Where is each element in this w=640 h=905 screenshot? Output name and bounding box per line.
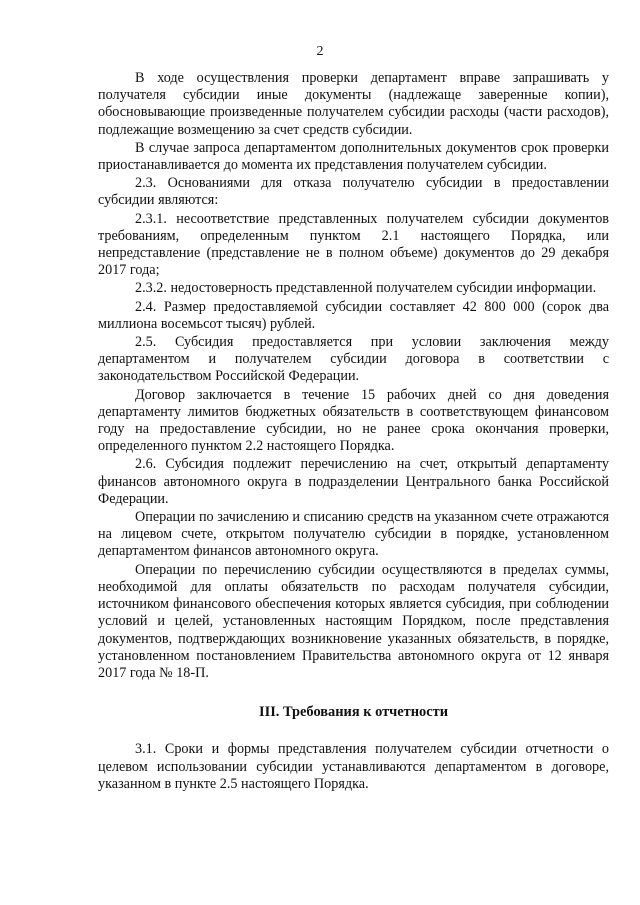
section-heading: III. Требования к отчетности xyxy=(259,704,448,721)
paragraph: 2.3.1. несоответствие представленных получателем субсидии документов требованиям, определенным пунктом 2.1 настоящего Порядка, или непредставление (представление не в полном объеме) документов до 29 декабря 2017 года; xyxy=(98,210,609,279)
paragraph: 2.3. Основаниями для отказа получателю субсидии в предоставлении субсидии являются: xyxy=(98,175,609,209)
paragraph: 2.3.2. недостоверность представленной получателем субсидии информации. xyxy=(135,280,597,297)
paragraph: 3.1. Сроки и формы представления получателем субсидии отчетности о целевом использовании субсидии устанавливаются департаментом в договоре, указанном в пункте 2.5 настоящего Порядка. xyxy=(98,741,609,792)
paragraph: В случае запроса департаментом дополнительных документов срок проверки приостанавливается до момента их представления получателем субсидии. xyxy=(98,139,609,174)
paragraph: Операции по перечислению субсидии осуществляются в пределах суммы, необходимой для оплаты обязательств по расходам получателя субсидии, источником финансового обеспечения которых является субсидия, при соблюдении условий и целей, установленных настоящим Порядком, после представления документов, подтверждающих возникновение указанных обязательств, в порядке, установленном постановлением Правительства автономного округа от 12 января 2017 года № 18-П. xyxy=(98,561,609,681)
paragraph: Операции по зачислению и списанию средств на указанном счете отражаются на лицевом счете, открытом получателю субсидии в порядке, установленном департаментом финансов автономного округа. xyxy=(98,509,609,560)
document-body xyxy=(98,70,609,793)
paragraph: 2.6. Субсидия подлежит перечислению на счет, открытый департаменту финансов автономного округа в подразделении Центрального банка Российской Федерации. xyxy=(98,456,609,507)
paragraph: Договор заключается в течение 15 рабочих дней со дня доведения департаменту лимитов бюджетных обязательств в соответствующем финансовом году на предоставление субсидии, но не ранее срока окончания проверки, определенного пунктом 2.2 настоящего Порядка. xyxy=(98,386,609,455)
paragraph: 2.4. Размер предоставляемой субсидии составляет 42 800 000 (сорок два миллиона восемьсот тысяч) рублей. xyxy=(98,298,609,332)
page-number: 2 xyxy=(316,44,324,59)
paragraph: В ходе осуществления проверки департамент вправе запрашивать у получателя субсидии иные документы (надлежаще заверенные копии), обосновывающие произведенные получателем субсидии расходы (части расходов), подлежащие возмещению за счет средств субсидии. xyxy=(98,70,609,138)
paragraph: 2.5. Субсидия предоставляется при условии заключения между департаментом и получателем субсидии договора в соответствии с законодательством Российской Федерации. xyxy=(98,334,609,385)
